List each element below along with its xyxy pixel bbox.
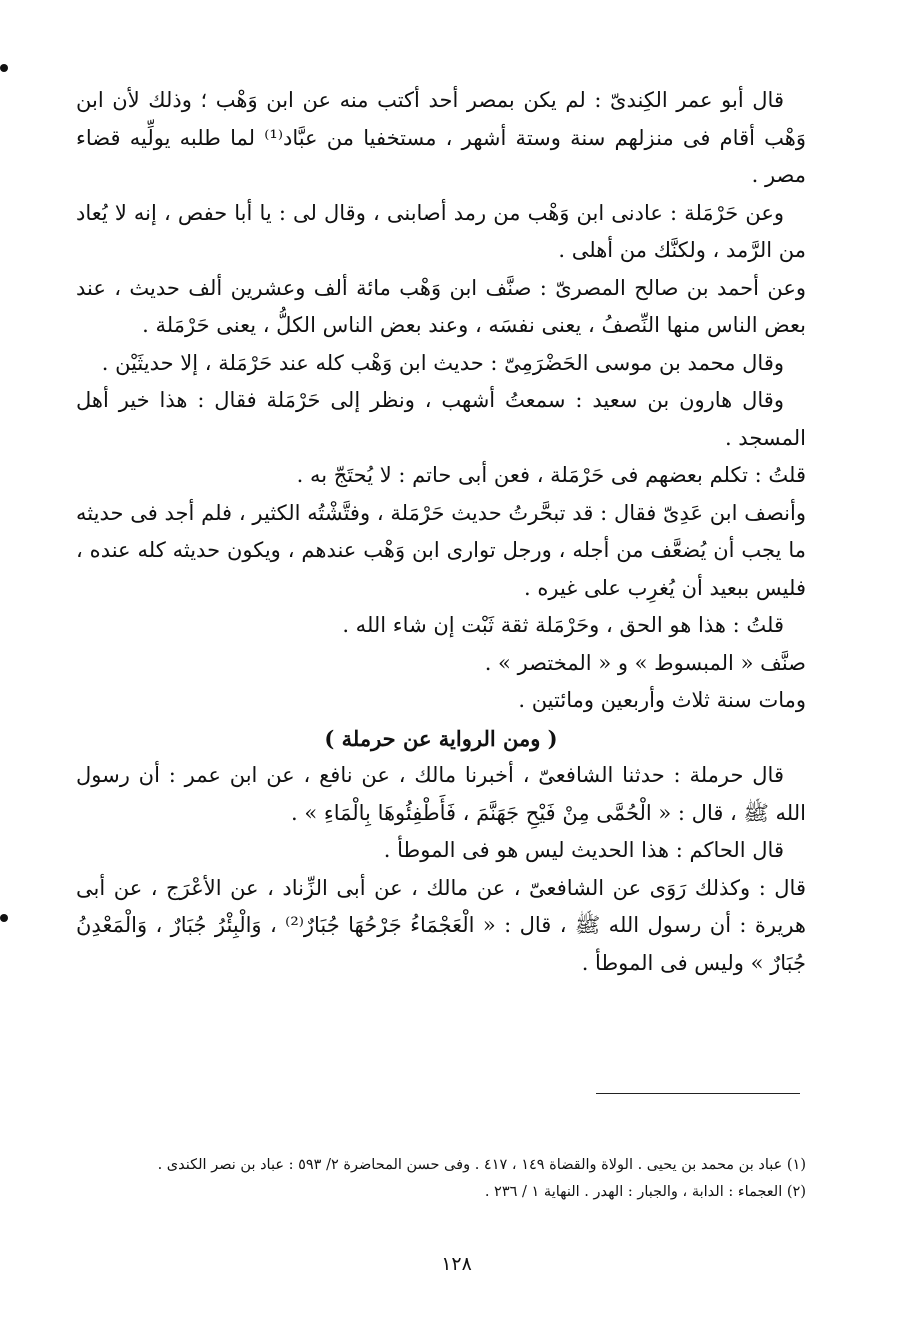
footnote: (١) عباد بن محمد بن يحيى . الولاة والقضاة ١٤٩ ، ٤١٧ . وفى حسن المحاضرة ٢/ ٥٩٣ : عباد بن نصر الكندى . (157, 1157, 806, 1173)
paragraph: قلتُ : هذا هو الحق ، وحَرْمَلة ثقة ثَبْت إن شاء الله . (342, 613, 784, 637)
footnote-divider (596, 1093, 800, 1094)
main-text (76, 82, 806, 982)
paragraph: ومات سنة ثلاث وأربعين ومائتين . (518, 688, 806, 712)
paragraph: وأنصف ابن عَدِىّ فقال : قد تبحَّرتُ حديث حَرْمَلة ، وفتَّشْتُه الكثير ، فلم أجد فى حديثه ما يجب أن يُضعَّف من أجله ، ورجل توارى ابن وَهْب عندهم ، ويكون حديثه كله عنده ، فليس ببعيد أن يُغرِب على غيره . (76, 500, 806, 600)
paragraph: قال الحاكم : هذا الحديث ليس هو فى الموطأ . (383, 838, 784, 862)
footnote: (٢) العجماء : الدابة ، والجبار : الهدر . النهاية ١ / ٢٣٦ . (484, 1184, 806, 1200)
paragraph: قال أبو عمر الكِندىّ : لم يكن بمصر أحد أكتب منه عن ابن وَهْب ؛ وذلك لأن ابن وَهْب أقام فى منزلهم سنة وستة أشهر ، مستخفيا من عبَّاد⁽¹⁾ لما طلبه يولِّيه قضاء مصر . (76, 88, 806, 187)
section-heading: ( ومن الرواية عن حرملة ) (324, 725, 558, 751)
paragraph: وعن حَرْمَلة : عادنى ابن وَهْب من رمد أصابنى ، وقال لى : يا أبا حفص ، إنه لا يُعاد من الرَّمد ، ولكنَّك من أهلى . (76, 200, 806, 262)
paragraph: قال حرملة : حدثنا الشافعىّ ، أخبرنا مالك ، عن نافع ، عن ابن عمر : أن رسول الله ﷺ ، قال : « الْحُمَّى مِنْ فَيْحِ جَهَنَّمَ ، فَأَطْفِئُوهَا بِالْمَاءِ » . (76, 763, 806, 825)
paragraph: قلتُ : تكلم بعضهم فى حَرْمَلة ، فعن أبى حاتم : لا يُحتَجّ به . (296, 463, 806, 487)
margin-mark (0, 64, 8, 72)
paragraph: وقال محمد بن موسى الحَضْرَمِىّ : حديث ابن وَهْب كله عند حَرْمَلة ، إلا حديثَيْن . (101, 350, 784, 375)
paragraph: صنَّف « المبسوط » و « المختصر » . (484, 650, 806, 675)
margin-mark (0, 914, 8, 922)
page-number: ١٢٨ (441, 1253, 472, 1275)
footnotes (76, 1152, 806, 1206)
paragraph: وقال هارون بن سعيد : سمعتُ أشهب ، ونظر إلى حَرْمَلة فقال : هذا خير أهل المسجد . (76, 388, 806, 450)
paragraph: وعن أحمد بن صالح المصرىّ : صنَّف ابن وَهْب مائة ألف وعشرين ألف حديث ، عند بعض الناس منها النِّصفُ ، يعنى نفسَه ، وعند بعض الناس الكلُّ ، يعنى حَرْمَلة . (76, 275, 806, 337)
paragraph: قال : وكذلك رَوَى عن الشافعىّ ، عن مالك ، عن أبى الزِّناد ، عن الأعْرَج ، عن أبى هريرة : أن رسول الله ﷺ ، قال : « الْعَجْمَاءُ جَرْحُهَا جُبَارٌ⁽²⁾ ، وَالْبِئْرُ جُبَارٌ ، وَالْمَعْدِنُ جُبَارٌ » وليس فى الموطأ . (76, 875, 806, 975)
